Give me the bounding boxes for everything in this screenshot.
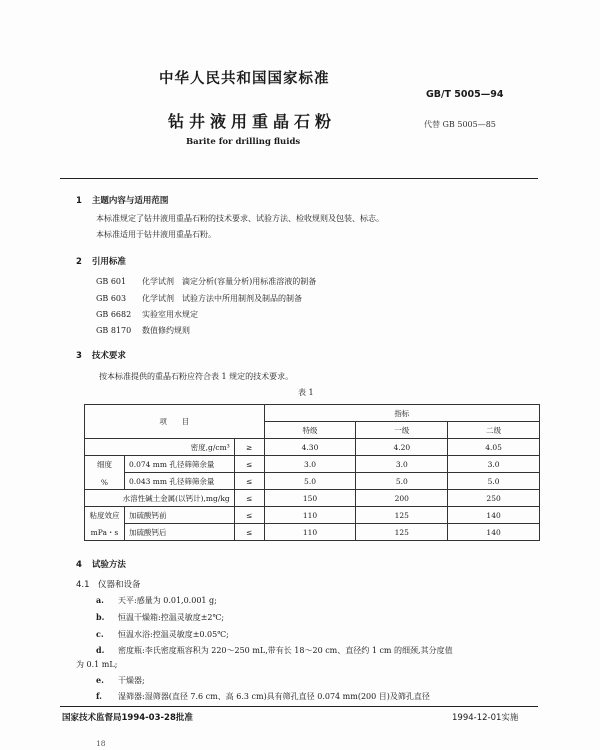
- table-row: [85, 456, 540, 473]
- cell-value: 4.30: [264, 439, 356, 456]
- table-row: [85, 490, 540, 507]
- footer-rule: [60, 706, 538, 707]
- table-row: [85, 439, 540, 456]
- reference-code: GB 603: [96, 294, 127, 303]
- cell-value: 110: [264, 524, 356, 541]
- technical-requirements-table: [84, 404, 540, 541]
- reference-text: 实验室用水规定: [142, 310, 198, 319]
- row-label: 0.074 mm 孔径筛筛余量: [124, 456, 234, 473]
- list-text: 干燥器;: [118, 676, 145, 685]
- list-marker: b.: [96, 612, 105, 622]
- row-operator: ≤: [234, 473, 264, 490]
- section-3-heading: [76, 349, 126, 361]
- viscosity-group-label: [85, 507, 125, 541]
- reference-code: GB 8170: [96, 326, 132, 335]
- section-2-title: 引用标准: [91, 257, 126, 267]
- row-operator: ≤: [234, 507, 264, 524]
- cell-value: 4.05: [448, 439, 540, 456]
- list-item-continuation: 为 0.1 mL;: [76, 660, 118, 669]
- cell-value: 125: [356, 524, 448, 541]
- list-item: [96, 675, 145, 686]
- section-1-paragraph-1: 本标准规定了钻井液用重晶石粉的技术要求、试验方法、检收规则及包装、标志。: [96, 214, 384, 223]
- reference-text: 化学试剂 滴定分析(容量分析)用标准溶液的制备: [142, 277, 317, 286]
- replaces-standard: 代替 GB 5005—85: [424, 120, 496, 129]
- page-number: 18: [96, 739, 106, 748]
- row-operator: ≤: [234, 524, 264, 541]
- section-2-heading: [76, 255, 126, 267]
- viscosity-group-unit: mPa・s: [90, 527, 119, 537]
- grade-header: 一级: [356, 422, 448, 439]
- table-row: [85, 473, 540, 490]
- section-1-number: 1: [76, 196, 82, 206]
- fineness-group-label: [85, 456, 125, 490]
- list-marker: c.: [96, 629, 104, 639]
- cell-value: 3.0: [448, 456, 540, 473]
- reference-text: 化学试剂 试验方法中所用制剂及制品的制备: [142, 294, 302, 303]
- english-title: Barite for drilling fluids: [186, 137, 301, 147]
- list-marker: f.: [96, 691, 102, 701]
- header-rule: [60, 178, 538, 179]
- row-operator: ≤: [234, 490, 264, 507]
- reference-code: GB 6682: [96, 310, 132, 319]
- cell-value: 3.0: [356, 456, 448, 473]
- subsection-4-1: 4.1 仪器和设备: [76, 580, 141, 590]
- list-marker: a.: [96, 595, 104, 605]
- national-standard-title: 中华人民共和国国家标准: [159, 70, 330, 87]
- reference-item: [96, 325, 190, 336]
- list-item: [96, 612, 224, 623]
- row-label: 0.043 mm 孔径筛筛余量: [124, 473, 234, 490]
- section-3-number: 3: [76, 351, 82, 361]
- cell-value: 250: [448, 490, 540, 507]
- viscosity-group-name: 粘度效应: [89, 510, 120, 520]
- cell-value: 150: [264, 490, 356, 507]
- approval-note: 国家技术监督局1994-03-28批准: [62, 713, 193, 723]
- list-marker: d.: [96, 645, 105, 655]
- cell-value: 4.20: [356, 439, 448, 456]
- list-item: [96, 645, 453, 656]
- list-text: 天平:感量为 0.01,0.001 g;: [118, 596, 217, 605]
- reference-item: [96, 293, 302, 304]
- list-text: 密度瓶:李氏密度瓶容积为 220～250 mL,带有长 18～20 cm、直径约 1 cm 的细颈,其分度值: [118, 646, 453, 655]
- cell-value: 110: [264, 507, 356, 524]
- list-item: [96, 691, 430, 702]
- reference-item: [96, 309, 198, 320]
- implementation-date: 1994-12-01实施: [452, 713, 519, 723]
- section-4-heading: [76, 558, 126, 570]
- reference-code: GB 601: [96, 277, 127, 286]
- cell-value: 5.0: [356, 473, 448, 490]
- standard-number: GB/T 5005—94: [426, 89, 504, 100]
- cell-value: 140: [448, 507, 540, 524]
- section-1-title: 主题内容与适用范围: [91, 196, 169, 206]
- row-operator: ≥: [234, 439, 264, 456]
- list-text: 恒温水浴:控温灵敏度±0.05℃;: [118, 630, 229, 639]
- section-3-title: 技术要求: [91, 351, 126, 361]
- standard-title: 钻井液用重晶石粉: [168, 112, 337, 131]
- list-text: 恒温干燥箱:控温灵敏度±2℃;: [118, 613, 225, 622]
- list-marker: e.: [96, 675, 104, 685]
- reference-text: 数值修约规则: [142, 326, 190, 335]
- row-label: 密度,g/cm³: [85, 439, 235, 456]
- cell-value: 3.0: [264, 456, 356, 473]
- item-header: 项 目: [85, 405, 265, 439]
- fineness-group-name: 细度: [96, 459, 112, 469]
- grade-header: 特级: [264, 422, 356, 439]
- list-item: [96, 629, 229, 640]
- section-1-paragraph-2: 本标准适用于钻井液用重晶石粉。: [96, 230, 216, 239]
- section-2-number: 2: [76, 257, 82, 267]
- section-4-title: 试验方法: [91, 560, 126, 570]
- index-header: 指标: [264, 405, 539, 422]
- row-operator: ≤: [234, 456, 264, 473]
- list-item: [96, 595, 217, 606]
- reference-item: [96, 276, 316, 287]
- table-row: [85, 524, 540, 541]
- row-label: 加硫酸钙前: [124, 507, 234, 524]
- fineness-group-unit: %: [100, 477, 109, 487]
- grade-header: 二级: [448, 422, 540, 439]
- row-label: 水溶性碱土金属(以钙计),mg/kg: [85, 490, 235, 507]
- cell-value: 140: [448, 524, 540, 541]
- table-header-row: [85, 405, 540, 422]
- section-1-heading: [76, 194, 168, 206]
- section-3-paragraph: 按本标准提供的重晶石粉应符合表 1 规定的技术要求。: [99, 372, 294, 381]
- list-text: 湿筛器:湿筛器(直径 7.6 cm、高 6.3 cm)具有筛孔直径 0.074 mm(200 目)及筛孔直径: [118, 692, 430, 701]
- cell-value: 5.0: [264, 473, 356, 490]
- cell-value: 5.0: [448, 473, 540, 490]
- table-row: [85, 507, 540, 524]
- section-4-number: 4: [76, 560, 82, 570]
- cell-value: 200: [356, 490, 448, 507]
- cell-value: 125: [356, 507, 448, 524]
- row-label: 加硫酸钙后: [124, 524, 234, 541]
- table-caption: 表 1: [298, 388, 314, 397]
